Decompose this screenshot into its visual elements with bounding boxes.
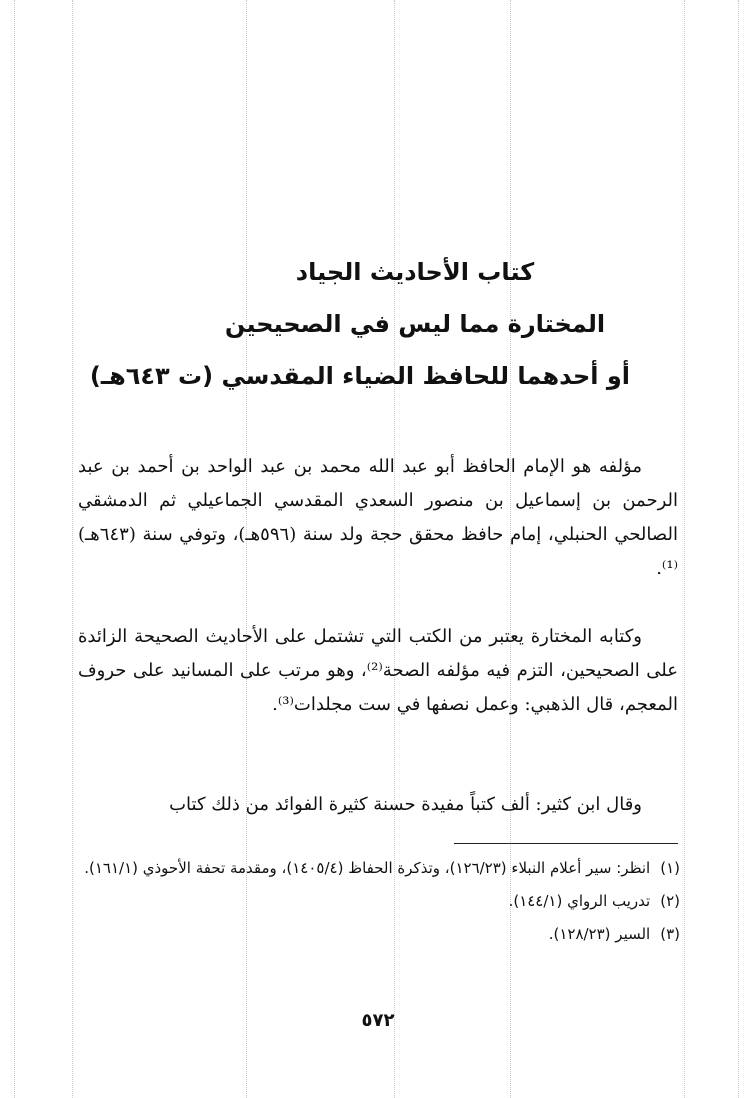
footnote-separator [454, 843, 678, 844]
paragraph-author: مؤلفه هو الإمام الحافظ أبو عبد الله محمد بن عبد الواحد بن أحمد بن عبد الرحمن بن إسماعيل بن منصور السعدي المقدسي الجماعيلي ثم الدمشقي الصالحي الحنبلي، إمام حافظ محقق حجة ولد سنة (٥٩٦هـ)، وتوفي سنة (٦٤٣هـ)⁽¹⁾. [78, 456, 678, 579]
footnote-text: تدريب الرواي (١٤٤/١). [508, 892, 651, 910]
footnotes [78, 852, 680, 951]
footnote-text: انظر: سير أعلام النبلاء (١٢٦/٢٣)، وتذكرة الحفاظ (١٤٠٥/٤)، ومقدمة تحفة الأحوذي (١٦١/١). [84, 859, 651, 877]
paragraph-book: وكتابه المختارة يعتبر من الكتب التي تشتمل على الأحاديث الصحيحة الزائدة على الصحيحين، التزم فيه مؤلفه الصحة⁽²⁾، وهو مرتب على المسانيد على حروف المعجم، قال الذهبي: وعمل نصفها في ست مجلدات⁽³⁾. [78, 626, 678, 715]
title-line-1: كتاب الأحاديث الجياد [295, 258, 535, 286]
margin-guide [72, 0, 73, 1098]
footnote-number: (٣) [660, 925, 680, 943]
footnote-1 [78, 852, 680, 885]
paragraph-ibn-kathir: وقال ابن كثير: ألف كتباً مفيدة حسنة كثيرة الفوائد من ذلك كتاب [169, 794, 642, 815]
page-number: ٥٧٢ [361, 1010, 395, 1031]
margin-guide [738, 0, 739, 1098]
title-line-3: أو أحدهما للحافظ الضياء المقدسي (ت ٦٤٣هـ) [89, 362, 630, 390]
margin-guide [684, 0, 685, 1098]
footnote-number: (١) [660, 859, 680, 877]
margin-guide [14, 0, 15, 1098]
title-line-2: المختارة مما ليس في الصحيحين [224, 310, 606, 338]
footnote-text: السير (١٢٨/٢٣). [548, 925, 651, 943]
chapter-title [89, 246, 630, 402]
footnote-2 [78, 885, 680, 918]
footnote-3 [78, 918, 680, 951]
footnote-number: (٢) [660, 892, 680, 910]
